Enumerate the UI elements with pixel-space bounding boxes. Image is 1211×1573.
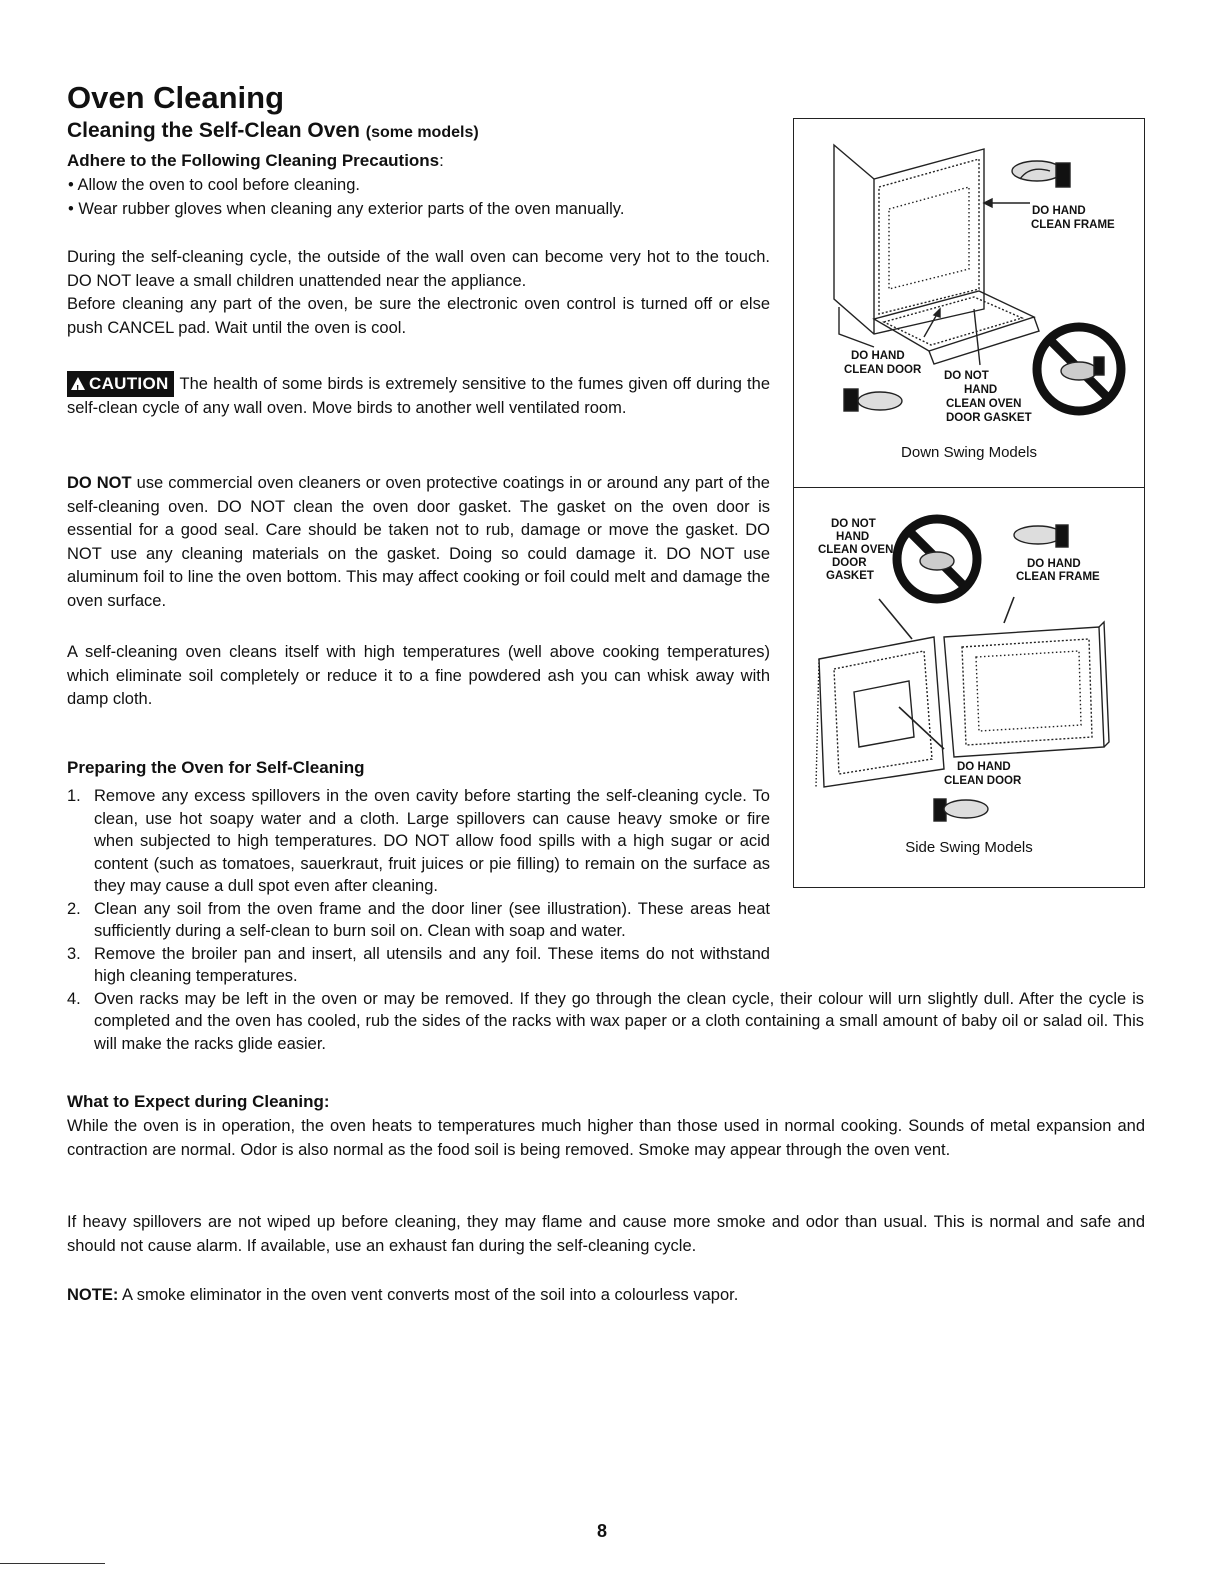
paragraph-self-clean-info: A self-cleaning oven cleans itself with high temperatures (well above cooking temperatures) which eliminate soil completely or reduce it to a fine powdered ash you can whisk away with damp cloth. xyxy=(67,643,770,708)
do-not-text: use commercial oven cleaners or oven protective coatings in or around any part of the self-cleaning oven. DO NOT clean the oven door gasket. The gasket on the oven door is essential for a good seal. Care should be taken not to rub, damage or move the gasket. DO NOT use any cleaning materials on the gasket. Doing so could damage it. DO NOT use aluminum foil to line the oven bottom. This may affect cooking or foil could melt and damage the oven surface. xyxy=(67,474,770,610)
label-hand-door-2: CLEAN DOOR xyxy=(844,364,922,376)
expect-paragraph-1: While the oven is in operation, the oven heats to temperatures much higher than those used in normal cooking. Sounds of metal expansion and contraction are normal. Odor is also normal as the food soil is being removed. Smoke may appear through the oven vent. xyxy=(67,1117,1145,1159)
note-paragraph xyxy=(67,1284,1145,1308)
section-heading-note: (some models) xyxy=(365,124,479,141)
precaution-item: • Allow the oven to cool before cleaning. xyxy=(68,174,788,198)
precautions-heading xyxy=(67,151,444,171)
label-not-gasket-2: HAND xyxy=(964,384,998,396)
caution-text: The health of some birds is extremely sensitive to the fumes given off during the self-clean cycle of any wall oven. Move birds to another well ventilated room. xyxy=(67,375,770,417)
page-number: 8 xyxy=(597,1521,608,1541)
step-number: 4. xyxy=(67,989,81,1008)
step-item xyxy=(67,898,770,943)
preparing-heading: Preparing the Oven for Self-Cleaning xyxy=(67,758,365,777)
step-text: Remove the broiler pan and insert, all utensils and any foil. These items do not withstand high cleaning temperatures. xyxy=(94,944,770,985)
side-swing-illustration xyxy=(794,487,1144,887)
label-not-gasket-5: GASKET xyxy=(826,570,874,582)
section-heading xyxy=(67,119,479,143)
page-title: Oven Cleaning xyxy=(67,80,285,115)
label-hand-frame-2: CLEAN FRAME xyxy=(1031,219,1115,231)
step-text: Clean any soil from the oven frame and the door liner (see illustration). These areas heat sufficiently during a self-clean to burn soil on. Clean with soap and water. xyxy=(94,899,770,940)
label-not-gasket-3: CLEAN OVEN xyxy=(818,544,894,556)
oven-door-open xyxy=(874,291,1034,351)
label-hand-door-2: CLEAN DOOR xyxy=(944,775,1022,787)
caption-down-swing: Down Swing Models xyxy=(901,444,1037,461)
illustration-panel xyxy=(793,118,1145,888)
caution-paragraph xyxy=(67,371,770,420)
footer-rule xyxy=(0,1563,105,1564)
expect-paragraph-2: If heavy spillovers are not wiped up before cleaning, they may flame and cause more smoke and odor than usual. This is normal and safe and should not cause alarm. If available, use an exhaust fan during the self-cleaning cycle. xyxy=(67,1213,1145,1255)
precautions-list xyxy=(68,174,788,221)
note-text: A smoke eliminator in the oven vent converts most of the soil into a colourless vapor. xyxy=(118,1286,739,1304)
section-heading-text: Cleaning the Self-Clean Oven xyxy=(67,119,360,142)
prohibited-icon xyxy=(897,519,977,599)
label-not-gasket-1: DO NOT xyxy=(831,518,876,530)
precaution-item: • Wear rubber gloves when cleaning any exterior parts of the oven manually. xyxy=(68,198,788,222)
oven-body xyxy=(834,145,984,334)
caption-side-swing: Side Swing Models xyxy=(905,839,1033,856)
step-text: Oven racks may be left in the oven or may be removed. If they go through the clean cycle, their colour will urn slightly dull. After the cycle is completed and the oven has cooled, rub the sides of the racks with wax paper or a cloth containing a small amount of baby oil or salad oil. This will make the racks glide easier. xyxy=(94,989,1144,1053)
down-swing-illustration xyxy=(794,119,1144,487)
step-item xyxy=(67,943,770,988)
label-hand-frame-2: CLEAN FRAME xyxy=(1016,571,1100,583)
warning-icon xyxy=(71,377,85,390)
expect-heading: What to Expect during Cleaning: xyxy=(67,1092,330,1111)
precautions-heading-text: Adhere to the Following Cleaning Precautions xyxy=(67,151,440,170)
step-number: 2. xyxy=(67,899,81,918)
caution-label: CAUTION xyxy=(89,374,169,393)
label-not-gasket-1: DO NOT xyxy=(944,370,989,382)
paragraph-hot-touch: During the self-cleaning cycle, the outside of the wall oven can become very hot to the touch. DO NOT leave a small children unattended near the appliance. xyxy=(67,248,770,290)
label-hand-door-1: DO HAND xyxy=(851,350,905,362)
label-not-gasket-2: HAND xyxy=(836,531,870,543)
label-not-gasket-4: DOOR GASKET xyxy=(946,412,1032,424)
step-text: Remove any excess spillovers in the oven cavity before starting the self-cleaning cycle. To clean, use hot soapy water and a cloth. Large spillovers can cause heavy smoke or fire when subjected to high temperatures. DO NOT allow food spills with a high sugar or acid content (such as tomatoes, sauerkraut, fruit juices or pie filling) to remain on the surface as they may cause a dull spot even after cleaning. xyxy=(94,787,770,895)
do-not-paragraph xyxy=(67,472,770,613)
label-not-gasket-4: DOOR xyxy=(832,557,867,569)
label-hand-door-1: DO HAND xyxy=(957,761,1011,773)
caution-badge xyxy=(67,371,174,397)
label-hand-frame-1: DO HAND xyxy=(1027,558,1081,570)
label-hand-frame-1: DO HAND xyxy=(1032,205,1086,217)
step-item xyxy=(67,785,770,898)
prohibited-icon xyxy=(1037,327,1121,411)
step-number: 3. xyxy=(67,944,81,963)
do-not-lead: DO NOT xyxy=(67,474,132,492)
paragraph-before-cleaning: Before cleaning any part of the oven, be sure the electronic oven control is turned off or else push CANCEL pad. Wait until the oven is cool. xyxy=(67,295,770,337)
label-not-gasket-3: CLEAN OVEN xyxy=(946,398,1022,410)
precautions-colon: : xyxy=(439,151,444,170)
step-item xyxy=(67,988,1144,1056)
note-lead: NOTE: xyxy=(67,1286,119,1304)
step-number: 1. xyxy=(67,787,81,805)
